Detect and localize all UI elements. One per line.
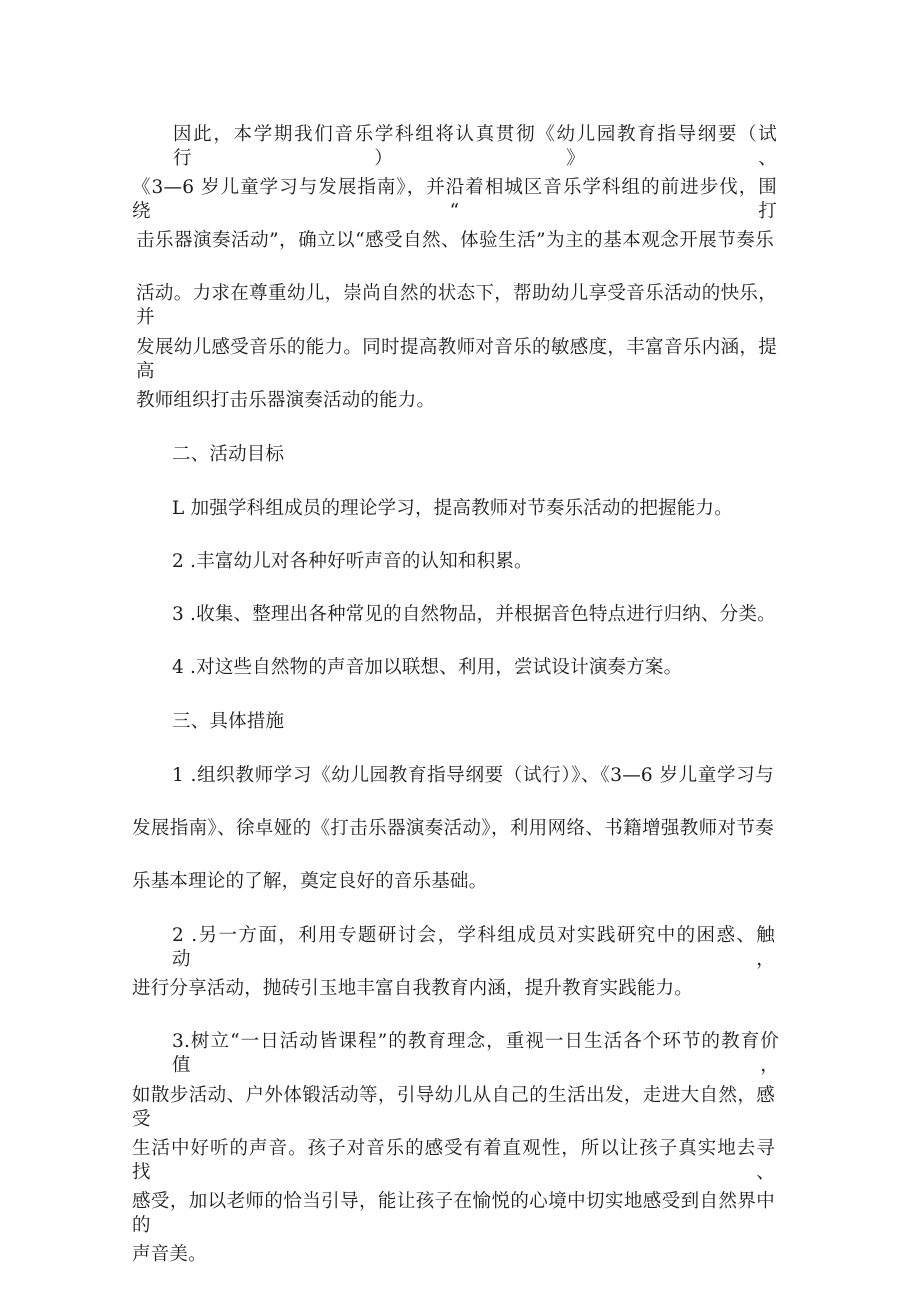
list-item: 2 .丰富幼儿对各种好听声音的认知和积累。 (172, 551, 533, 572)
text-line: 发展幼儿感受音乐的能力。同时提高教师对音乐的敏感度，丰富音乐内涵，提高 (136, 337, 777, 382)
text-line: 生活中好听的声音。孩子对音乐的感受有着直观性，所以让孩子真实地去寻找、 (132, 1138, 775, 1183)
text-line: 活动。力求在尊重幼儿，崇尚自然的状态下，帮助幼儿享受音乐活动的快乐，并 (136, 283, 777, 328)
text-line: 感受，加以老师的恰当引导，能让孩子在愉悦的心境中切实地感受到自然界中的 (132, 1191, 775, 1236)
list-item: 3 .收集、整理出各种常见的自然物品，并根据音色特点进行归纳、分类。 (172, 604, 776, 625)
text-line: 发展指南》、徐卓娅的《打击乐器演奏活动》，利用网络、书籍增强教师对节奏 (132, 818, 774, 839)
text-line: 因此，本学期我们音乐学科组将认真贯彻《幼儿园教育指导纲要（试行）》、 (173, 124, 777, 169)
list-item: L 加强学科组成员的理论学习，提高教师对节奏乐活动的把握能力。 (172, 498, 733, 519)
text-line: 教师组织打击乐器演奏活动的能力。 (136, 390, 436, 411)
text-line: 1 .组织教师学习《幼儿园教育指导纲要（试行）》、《3—6 岁儿童学习与 (172, 765, 774, 786)
text-line: 声音美。 (132, 1244, 207, 1265)
text-line: 3.树立“一日活动皆课程”的教育理念，重视一日生活各个环节的教育价值， (172, 1031, 779, 1076)
section-heading-goals: 二、活动目标 (172, 444, 285, 465)
text-line: 击乐器演奏活动”，确立以“感受自然、体验生活”为主的基本观念开展节奏乐 (136, 230, 774, 251)
text-line: 乐基本理论的了解，奠定良好的音乐基础。 (132, 871, 488, 892)
list-item: 4 .对这些自然物的声音加以联想、利用，尝试设计演奏方案。 (172, 657, 683, 678)
text-line: 2 .另一方面，利用专题研讨会，学科组成员对实践研究中的困惑、触动， (172, 925, 775, 970)
section-heading-measures: 三、具体措施 (172, 711, 285, 732)
text-line: 如散步活动、户外体锻活动等，引导幼儿从自己的生活出发，走进大自然，感受 (132, 1085, 775, 1130)
text-line: 《3—6 岁儿童学习与发展指南》，并沿着相城区音乐学科组的前进步伐，围绕“打 (132, 177, 777, 222)
text-line: 进行分享活动，抛砖引玉地丰富自我教育内涵，提升教育实践能力。 (132, 978, 694, 999)
